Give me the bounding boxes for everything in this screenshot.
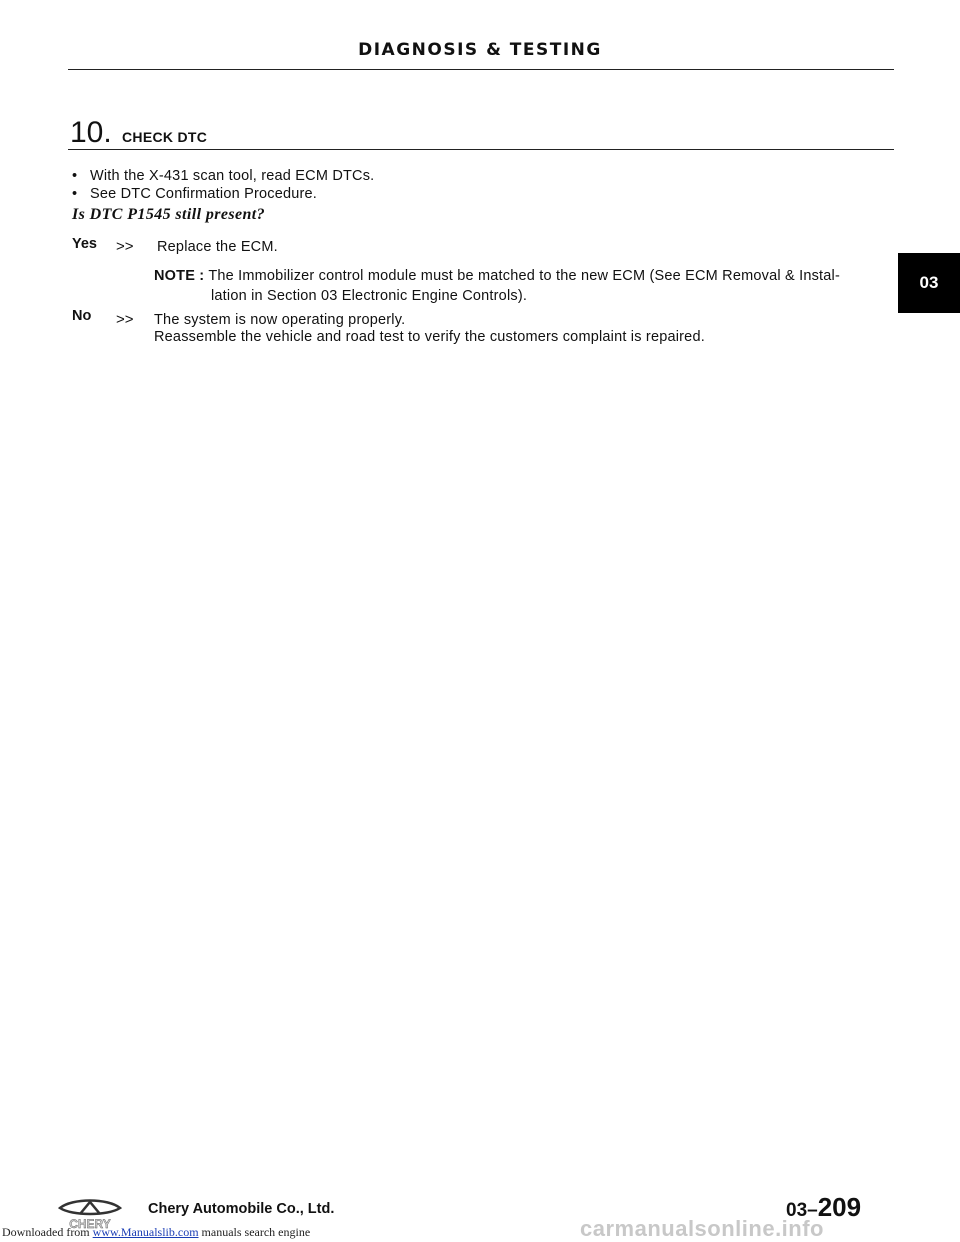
bullet-text: With the X-431 scan tool, read ECM DTCs. (90, 168, 375, 184)
page-prefix: 03– (786, 1200, 818, 1221)
step-number: 10. (70, 116, 112, 149)
answer-yes-arrow-icon: >> (116, 238, 134, 255)
header-divider (68, 69, 894, 70)
svg-text:CHERY: CHERY (69, 1217, 111, 1230)
answer-no-arrow-icon: >> (116, 311, 134, 328)
answer-no-label: No (72, 308, 92, 324)
note-label: NOTE : (154, 268, 205, 284)
company-name: Chery Automobile Co., Ltd. (148, 1201, 335, 1217)
question-text: Is DTC P1545 still present? (72, 206, 266, 223)
bullet-item (72, 186, 317, 202)
answer-no-line2: Reassemble the vehicle and road test to verify the customers complaint is repaired. (154, 329, 705, 345)
answer-yes-text: Replace the ECM. (157, 239, 278, 255)
answer-yes-label: Yes (72, 236, 97, 252)
manualslib-link[interactable]: www.Manualslib.com (92, 1225, 199, 1239)
downloaded-suffix: manuals search engine (201, 1225, 311, 1239)
step-title: CHECK DTC (122, 129, 208, 145)
answer-no-line1: The system is now operating properly. (154, 312, 406, 328)
watermark: carmanualsonline.info (580, 1216, 824, 1241)
downloaded-from-line (2, 1225, 310, 1240)
step-divider (68, 149, 894, 150)
page-number (786, 1192, 861, 1223)
downloaded-prefix: Downloaded from (2, 1225, 90, 1239)
bullet-dot-icon: • (72, 168, 78, 184)
page-number-value: 209 (817, 1192, 862, 1222)
note-block (154, 266, 896, 306)
bullet-dot-icon: • (72, 186, 78, 202)
note-text-line1: The Immobilizer control module must be matched to the new ECM (See ECM Removal & Instal- (208, 268, 840, 284)
bullet-text: See DTC Confirmation Procedure. (90, 186, 318, 202)
bullet-item (72, 168, 374, 184)
section-tab: 03 (898, 253, 960, 313)
note-text-line2: lation in Section 03 Electronic Engine Controls). (211, 288, 528, 304)
page-header-title: DIAGNOSIS & TESTING (358, 40, 602, 60)
